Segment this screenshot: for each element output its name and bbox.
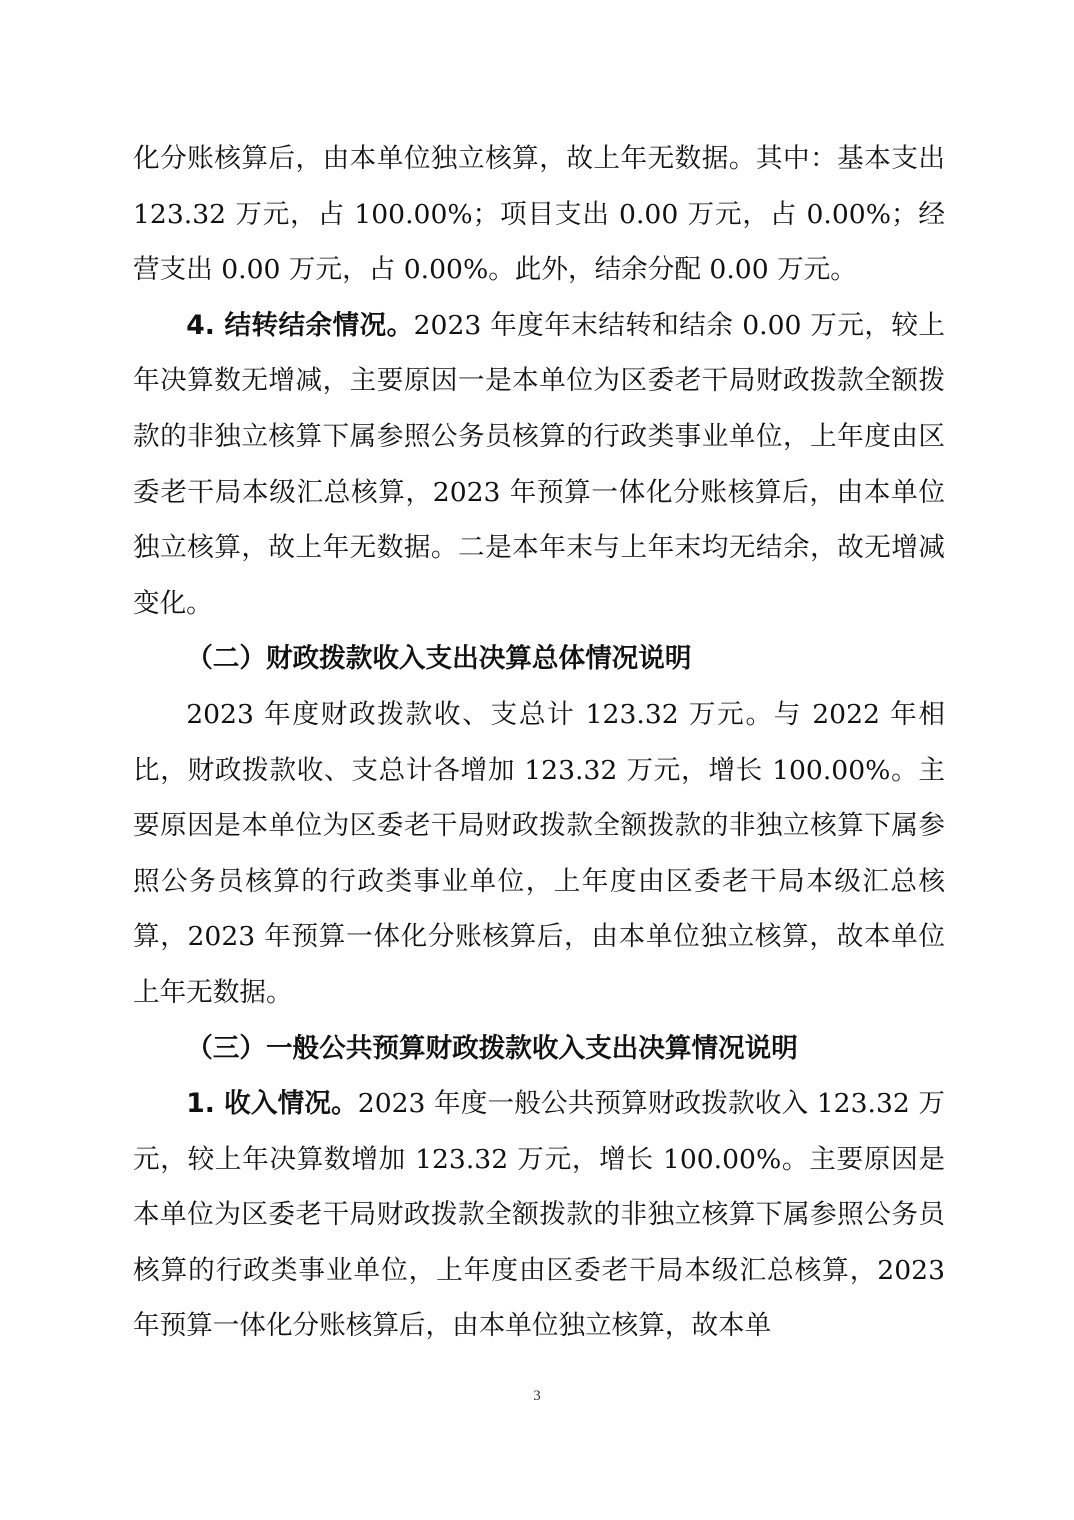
section-heading-fiscal-overall: （二）财政拨款收入支出决算总体情况说明 [186, 643, 692, 675]
paragraph-lead-carryover: 4. 结转结余情况。 [186, 309, 414, 341]
paragraph-body-carryover: 2023 年度年末结转和结余 0.00 万元，较上年决算数无增减，主要原因一是本单位为区委老干局财政拨款全额拨款的非独立核算下属参照公务员核算的行政类事业单位，上年度由区委老干局本级汇总核算，2023 年预算一体化分账核算后，由本单位独立核算，故上年无数据。二是本年末与上年末均无结余，故无增减变化。 [133, 309, 945, 619]
paragraph-fiscal-overall: 2023 年度财政拨款收、支总计 123.32 万元。与 2022 年相比，财政拨款收、支总计各增加 123.32 万元，增长 100.00%。主要原因是本单位为区委老干局财政拨款全额拨款的非独立核算下属参照公务员核算的行政类事业单位，上年度由区委老干局本级汇总核算，2023 年预算一体化分账核算后，由本单位独立核算，故本单位上年无数据。 [133, 698, 945, 1008]
page-number: 3 [533, 1388, 541, 1404]
paragraph-body-income: 2023 年度一般公共预算财政拨款收入 123.32 万元，较上年决算数增加 123.32 万元，增长 100.00%。主要原因是本单位为区委老干局财政拨款全额拨款的非独立核算下属参照公务员核算的行政类事业单位，上年度由区委老干局本级汇总核算，2023 年预算一体化分账核算后，由本单位独立核算，故本单 [133, 1088, 945, 1342]
paragraph-basic-expenditure: 化分账核算后，由本单位独立核算，故上年无数据。其中：基本支出 123.32 万元，占 100.00%；项目支出 0.00 万元，占 0.00%；经营支出 0.00 万元，占 0.00%。此外，结余分配 0.00 万元。 [133, 143, 945, 286]
section-heading-general-budget: （三）一般公共预算财政拨款收入支出决算情况说明 [186, 1032, 798, 1064]
paragraph-carryover [133, 298, 945, 632]
document-body [133, 131, 945, 1354]
paragraph-lead-income: 1. 收入情况。 [186, 1088, 358, 1120]
paragraph-income [133, 1076, 945, 1354]
